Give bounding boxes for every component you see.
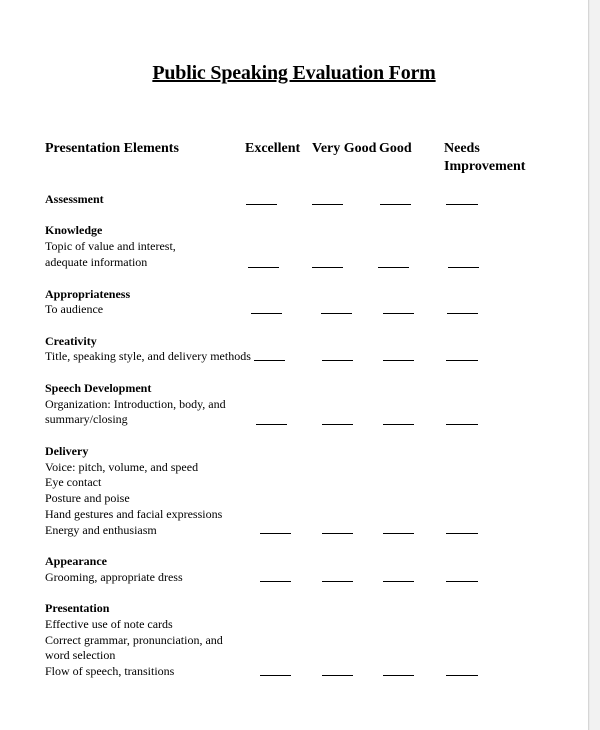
- rating-blank-good[interactable]: [383, 424, 414, 425]
- rating-blank-good[interactable]: [383, 313, 414, 314]
- rating-blank-very-good[interactable]: [322, 581, 353, 582]
- rating-blank-good[interactable]: [383, 675, 414, 676]
- section-line: To audience: [45, 302, 104, 316]
- section-heading-presentation: Presentation: [45, 601, 110, 615]
- section-heading-creativity: Creativity: [45, 334, 97, 348]
- section-heading-knowledge: Knowledge: [45, 223, 103, 237]
- rating-blank-good[interactable]: [383, 360, 414, 361]
- section-line: Effective use of note cards: [45, 617, 173, 631]
- rating-blank-very-good[interactable]: [322, 533, 353, 534]
- rating-blank-very-good[interactable]: [322, 424, 353, 425]
- rating-blank-excellent[interactable]: [254, 360, 285, 361]
- column-header-needs-improvement-1: Needs: [444, 141, 480, 156]
- rating-blank-excellent[interactable]: [260, 533, 291, 534]
- rating-blank-good[interactable]: [378, 267, 409, 268]
- rating-blank-excellent[interactable]: [256, 424, 287, 425]
- rating-blank-needs-improvement[interactable]: [448, 267, 479, 268]
- section-line: Correct grammar, pronunciation, and: [45, 633, 223, 647]
- rating-blank-excellent[interactable]: [260, 675, 291, 676]
- rating-blank-needs-improvement[interactable]: [447, 313, 478, 314]
- column-header-elements: Presentation Elements: [45, 141, 179, 156]
- section-heading-speech-development: Speech Development: [45, 381, 152, 395]
- section-line: adequate information: [45, 255, 148, 269]
- rating-blank-excellent[interactable]: [251, 313, 282, 314]
- section-line: word selection: [45, 648, 116, 662]
- rating-blank-needs-improvement[interactable]: [446, 204, 478, 205]
- rating-blank-excellent[interactable]: [260, 581, 291, 582]
- section-heading-appearance: Appearance: [45, 554, 107, 568]
- column-header-needs-improvement-2: Improvement: [444, 159, 526, 174]
- section-line: Grooming, appropriate dress: [45, 570, 183, 584]
- section-line: Voice: pitch, volume, and speed: [45, 460, 199, 474]
- rating-blank-good[interactable]: [383, 533, 414, 534]
- rating-blank-very-good[interactable]: [322, 360, 353, 361]
- section-heading-appropriateness: Appropriateness: [45, 287, 131, 301]
- rating-blank-good[interactable]: [383, 581, 414, 582]
- form-title: Public Speaking Evaluation Form: [152, 62, 436, 84]
- column-header-very-good: Very Good: [312, 141, 377, 156]
- section-line: Posture and poise: [45, 491, 130, 505]
- rating-blank-excellent[interactable]: [246, 204, 277, 205]
- rating-blank-needs-improvement[interactable]: [446, 424, 478, 425]
- viewer-scrollbar[interactable]: [590, 0, 600, 730]
- section-line: Hand gestures and facial expressions: [45, 507, 223, 521]
- rating-blank-needs-improvement[interactable]: [446, 533, 478, 534]
- rating-blank-needs-improvement[interactable]: [446, 360, 478, 361]
- rating-blank-needs-improvement[interactable]: [446, 581, 478, 582]
- section-heading-assessment: Assessment: [45, 192, 104, 206]
- rating-blank-good[interactable]: [380, 204, 411, 205]
- section-line: Title, speaking style, and delivery methods: [45, 349, 251, 363]
- rating-blank-excellent[interactable]: [248, 267, 279, 268]
- rating-blank-very-good[interactable]: [322, 675, 353, 676]
- column-header-excellent: Excellent: [245, 141, 301, 156]
- section-line: Topic of value and interest,: [45, 239, 176, 253]
- section-line: summary/closing: [45, 412, 128, 426]
- rating-blank-needs-improvement[interactable]: [446, 675, 478, 676]
- section-line: Eye contact: [45, 475, 102, 489]
- section-line: Energy and enthusiasm: [45, 523, 157, 537]
- column-header-good: Good: [379, 141, 412, 156]
- rating-blank-very-good[interactable]: [312, 267, 343, 268]
- section-line: Flow of speech, transitions: [45, 664, 175, 678]
- rating-blank-very-good[interactable]: [321, 313, 352, 314]
- section-heading-delivery: Delivery: [45, 444, 89, 458]
- rating-blank-very-good[interactable]: [312, 204, 343, 205]
- section-line: Organization: Introduction, body, and: [45, 397, 226, 411]
